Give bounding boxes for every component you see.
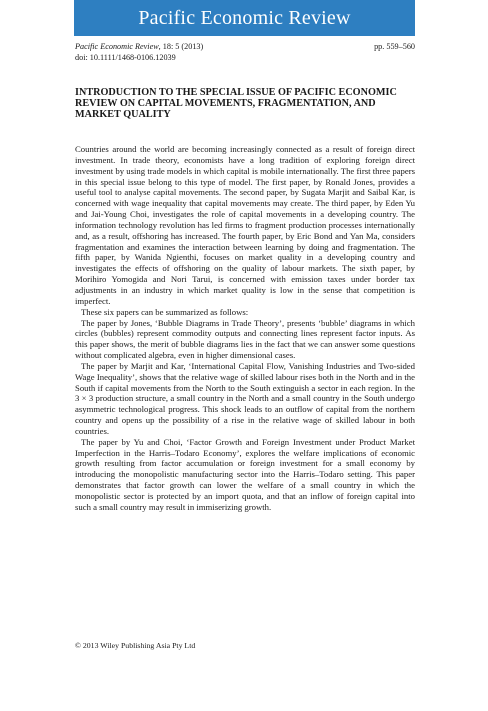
article-meta xyxy=(75,42,415,63)
paragraph: The paper by Jones, ‘Bubble Diagrams in Trade Theory’, presents ‘bubble’ diagrams in which circles (bubbles) represent commodity outputs and connecting lines represent factor inputs. As this paper shows, the merit of bubble diagrams lies in the fact that we can answer some questions without complicated algebra, even in higher dimensional cases. xyxy=(75,317,415,361)
volume-issue: , 18: 5 (2013) xyxy=(158,42,204,51)
paragraph: Countries around the world are becoming increasingly connected as a result of foreign direct investment. In trade theory, economists have a long tradition of exploring foreign direct investment by using trade models in which capital is mobile internationally. The first three papers in this special issue belong to this type of model. The first paper, by Ronald Jones, provides a useful tool to analyse capital movements. The second paper, by Sugata Marjit and Saibal Kar, is concerned with wage inequality that capital movements may create. The third paper, by Eden Yu and Jai-Young Choi, investigates the role of capital movements in a developing country. The information technology revolution has led firms to fragment production processes internationally and, as a result, offshoring has increased. The fourth paper, by Eric Bond and Yan Ma, considers fragmentation and examines the interaction between learning by doing and fragmentation. The fifth paper, by Wanida Ngienthi, focuses on market quality in a developing country and investigates the effects of offshoring on the quality of labour markets. The sixth paper, by Morihiro Yomogida and Nori Tarui, is concerned with emission taxes under border tax adjustments in an industry in which market quality is low in the sense that competition is imperfect. xyxy=(75,144,415,306)
journal-banner: Pacific Economic Review xyxy=(74,0,415,36)
paragraph: The paper by Marjit and Kar, ‘International Capital Flow, Vanishing Industries and Two-sided Wage Inequality’, shows that the relative wage of skilled labour rises both in the North and in the South if capital movements from the North to the South extinguish a sector in each region. In the 3 × 3 production structure, a small country in the North and a small country in the South undergo asymmetric technological progress. This shock leads to an outflow of capital from the northern country and opens up the possibility of a rise in the relative wage of skilled labour in both countries. xyxy=(75,360,415,436)
article-title: INTRODUCTION TO THE SPECIAL ISSUE OF PACIFIC ECONOMIC REVIEW ON CAPITAL MOVEMENTS, FRAGMENTATION, AND MARKET QUALITY xyxy=(75,87,397,120)
journal-name: Pacific Economic Review xyxy=(75,42,159,51)
paragraph: These six papers can be summarized as follows: xyxy=(81,306,249,317)
paragraph: The paper by Yu and Choi, ‘Factor Growth and Foreign Investment under Product Market Imperfection in the Harris–Todaro Economy’, explores the welfare implications of economic growth resulting from factor accumulation or foreign investment for a small economy by introducing the monopolistic manufacturing sector into the Harris–Todaro setting. This paper demonstrates that factor growth can lower the welfare of a small country in which the monopolistic sector is protected by an import quota, and that an inflow of foreign capital into such a small country may result in immiserizing growth. xyxy=(75,436,415,512)
article-body xyxy=(75,144,415,513)
doi[interactable]: doi: 10.1111/1468-0106.12039 xyxy=(75,52,176,62)
citation xyxy=(75,42,203,53)
page-range: pp. 559–560 xyxy=(374,42,415,51)
copyright-notice: © 2013 Wiley Publishing Asia Pty Ltd xyxy=(75,641,196,650)
